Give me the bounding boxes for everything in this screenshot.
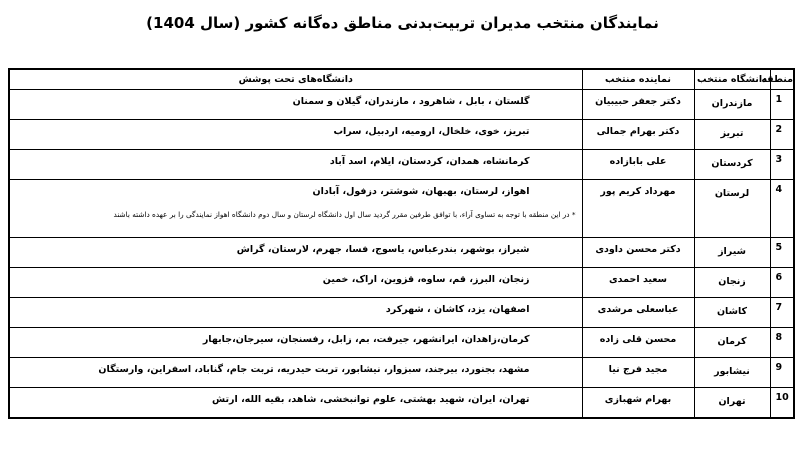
region-number-cell	[770, 388, 794, 419]
region-number-cell	[770, 180, 794, 238]
covered-universities: شیراز، بوشهر، بندرعباس، یاسوج، فسا، جهرم، لارستان، گراش	[236, 244, 530, 255]
university-cell	[694, 180, 770, 238]
table-row	[9, 358, 794, 388]
region-number-cell	[770, 328, 794, 358]
university-name: کردستان	[711, 158, 753, 169]
covered-universities: تهران، ایران، شهید بهشتی، علوم توانبخشی، شاهد، بقیه الله، ارتش	[212, 394, 530, 405]
representative-name: مهرداد کریم پور	[600, 186, 676, 197]
representative-name: محسن قلی زاده	[599, 334, 677, 345]
university-name: نیشابور	[714, 366, 750, 377]
representative-cell	[582, 180, 694, 238]
table-row	[9, 90, 794, 120]
covered-universities: مشهد، بجنورد، بیرجند، سبزوار، نیشابور، تربت حیدریه، تربت جام، گناباد، اسفراین، وارستگان	[98, 364, 530, 375]
representative-cell	[582, 120, 694, 150]
representative-cell	[582, 150, 694, 180]
university-name: زنجان	[718, 276, 746, 287]
region-number: 1	[775, 94, 783, 105]
representative-cell	[582, 268, 694, 298]
covered-cell	[9, 268, 582, 298]
header-representative: نماینده منتخب	[582, 69, 694, 90]
region-number: 2	[775, 124, 783, 135]
representative-cell	[582, 328, 694, 358]
tie-vote-note: * در این منطقه با توجه به تساوی آراء، با توافق طرفین مقرر گردید سال اول دانشگاه لرستان و سال دوم دانشگاه اهواز نمایندگی را بر عهده داشته باشند	[113, 210, 576, 219]
covered-cell	[9, 180, 582, 238]
table-row	[9, 268, 794, 298]
header-region: منطقه	[770, 69, 794, 90]
table-row	[9, 328, 794, 358]
table-row	[9, 150, 794, 180]
university-cell	[694, 298, 770, 328]
university-name: تبریز	[720, 128, 744, 139]
representative-name: دکتر بهرام جمالی	[596, 126, 680, 137]
representative-name: بهرام شهبازی	[604, 394, 672, 405]
table-body	[9, 90, 794, 419]
covered-cell	[9, 120, 582, 150]
region-number: 7	[775, 302, 783, 313]
table-header-row	[9, 69, 794, 90]
covered-universities: زنجان، البرز، قم، ساوه، قزوین، اراک، خمین	[322, 274, 530, 285]
region-number: 5	[775, 242, 783, 253]
region-number: 9	[775, 362, 783, 373]
university-name: شیراز	[718, 246, 746, 257]
university-cell	[694, 150, 770, 180]
header-covered-universities: دانشگاه‌های تحت پوشش	[9, 69, 582, 90]
table-row	[9, 120, 794, 150]
table-row	[9, 388, 794, 419]
region-number-cell	[770, 268, 794, 298]
table-row	[9, 238, 794, 268]
representative-cell	[582, 358, 694, 388]
representative-name: دکتر جعفر حبیبیان	[595, 96, 681, 107]
covered-cell	[9, 358, 582, 388]
covered-cell	[9, 238, 582, 268]
covered-cell	[9, 150, 582, 180]
region-number-cell	[770, 150, 794, 180]
university-cell	[694, 120, 770, 150]
covered-universities: کرمان،زاهدان، ایرانشهر، جیرفت، بم، زابل، رفسنجان، سیرجان،جابهار	[202, 334, 530, 345]
representative-cell	[582, 238, 694, 268]
region-number-cell	[770, 298, 794, 328]
covered-cell	[9, 328, 582, 358]
university-cell	[694, 328, 770, 358]
representative-cell	[582, 298, 694, 328]
covered-universities: اهواز، لرستان، بهبهان، شوشتر، دزفول، آبادان	[312, 186, 530, 197]
representative-name: مجید فرج نیا	[608, 364, 668, 375]
university-name: کاشان	[716, 306, 748, 317]
university-name: کرمان	[717, 336, 747, 347]
covered-cell	[9, 298, 582, 328]
covered-universities: گلستان ، بابل ، شاهرود ، مازندران، گیلان و سمنان	[292, 96, 530, 107]
region-number-cell	[770, 238, 794, 268]
representative-name: سعید احمدی	[608, 274, 668, 285]
region-number-cell	[770, 90, 794, 120]
university-cell	[694, 358, 770, 388]
region-number: 3	[775, 154, 783, 165]
covered-universities: کرمانشاه، همدان، کردستان، ایلام، اسد آباد	[329, 156, 530, 167]
region-number: 6	[775, 272, 783, 283]
university-cell	[694, 388, 770, 419]
representatives-table	[8, 68, 795, 419]
covered-universities: تبریز، خوی، خلخال، ارومیه، اردبیل، سراب	[333, 126, 530, 137]
table-row	[9, 298, 794, 328]
university-cell	[694, 268, 770, 298]
representative-name: دکتر محسن داودی	[595, 244, 681, 255]
university-cell	[694, 90, 770, 120]
header-university: دانشگاه منتخب	[694, 69, 770, 90]
region-number-cell	[770, 120, 794, 150]
covered-universities: اصفهان، یزد، کاشان ، شهرکرد	[385, 304, 530, 315]
university-name: مازندران	[711, 98, 753, 109]
representative-cell	[582, 90, 694, 120]
covered-cell	[9, 90, 582, 120]
table-row	[9, 180, 794, 238]
document-title: نمایندگان منتخب مدیران تربیت‌بدنی مناطق ده‌گانه کشور (سال 1404)	[146, 14, 659, 32]
university-name: تهران	[718, 396, 746, 407]
region-number: 8	[775, 332, 783, 343]
representative-name: عباسعلی مرشدی	[597, 304, 679, 315]
region-number: 4	[775, 184, 783, 195]
university-cell	[694, 238, 770, 268]
representative-cell	[582, 388, 694, 419]
region-number: 10	[775, 392, 789, 403]
covered-cell	[9, 388, 582, 419]
university-name: لرستان	[714, 188, 750, 199]
region-number-cell	[770, 358, 794, 388]
representative-name: علی بابازاده	[609, 156, 667, 167]
